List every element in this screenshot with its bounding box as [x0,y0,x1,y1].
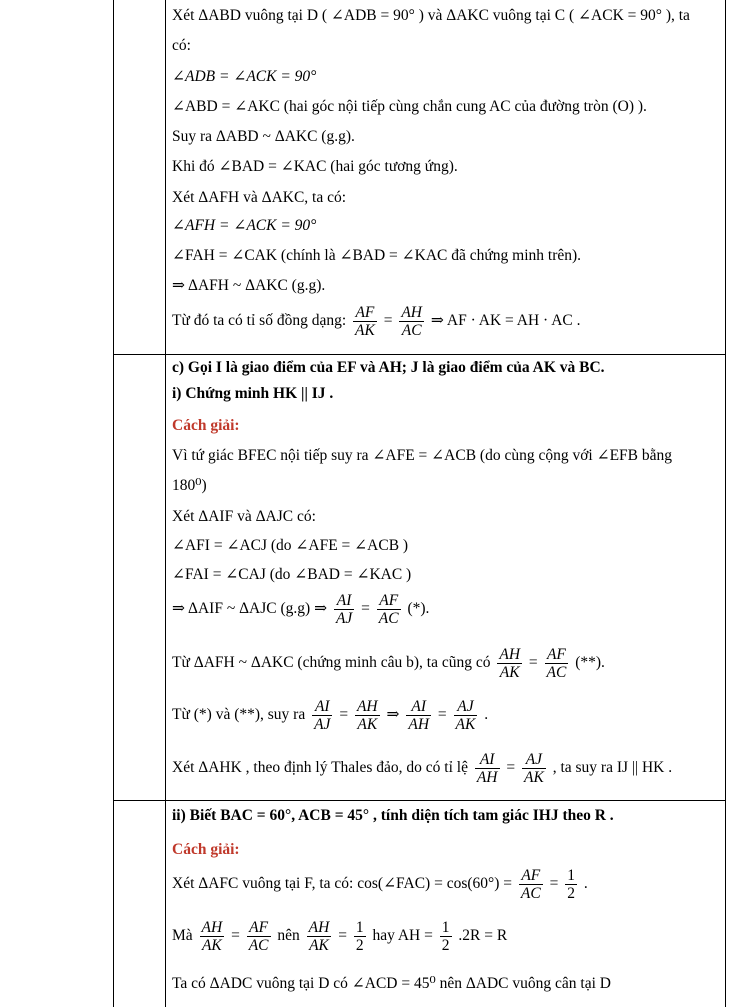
text-line: Xét ΔAIF và ΔAJC có: [172,508,316,525]
equals-sign: = [506,759,516,777]
method-heading: Cách giải: [172,417,240,434]
numerator: 1 [441,919,450,936]
numerator: 1 [567,867,575,884]
ratio-line [172,751,672,786]
text-fragment: (*). [407,600,430,618]
denominator: AJ [314,716,331,733]
equals-sign: = [339,706,349,724]
row-divider-1 [113,354,726,355]
fraction [353,304,377,339]
denominator: AJ [335,610,353,627]
fraction [406,698,431,733]
numerator: AH [201,919,223,936]
table-border-left [113,0,114,1007]
fraction [312,698,332,733]
text-line: Xét ΔAFH và ΔAKC, ta có: [172,189,347,206]
subsection-title: ii) Biết BAC = 60°, ACB = 45° , tính diện tích tam giác IHJ theo R . [172,807,614,824]
denominator: AK [355,322,375,339]
text-line: ∠AFI = ∠ACJ (do ∠AFE = ∠ACB ) [172,537,409,554]
text-fragment: nên [277,927,300,945]
numerator: AF [355,304,375,321]
denominator: AC [546,664,567,681]
denominator: AK [307,936,332,954]
text-line: 180⁰) [172,477,207,494]
text-fragment: . [583,875,588,893]
text-fragment: ⇒ AF · AK = AH · AC . [430,312,581,330]
denominator: AK [355,715,380,733]
text-fragment: Mà [172,927,193,945]
denominator: AK [455,716,476,733]
fraction [454,698,478,733]
text-fragment: (**). [575,654,605,672]
method-heading: Cách giải: [172,841,240,858]
text-line: Khi đó ∠BAD = ∠KAC (hai góc tương ứng). [172,158,458,175]
equals-sign: = [361,600,370,618]
numerator: AI [479,751,495,768]
fraction [354,919,366,954]
fraction [497,646,522,681]
numerator: AH [499,646,521,663]
numerator: AI [314,698,330,715]
equals-sign: = [437,706,447,724]
equals-sign: = [338,927,347,945]
numerator: AF [379,592,399,609]
numerator: 1 [355,919,364,936]
table-border-right [725,0,726,1007]
text-line: ∠FAH = ∠CAK (chính là ∠BAD = ∠KAC đã chứng minh trên). [172,247,582,264]
numerator: AH [401,304,422,321]
fraction [200,919,225,954]
fraction [355,698,380,733]
numerator: AF [249,919,269,936]
text-fragment: Từ ΔAFH ~ ΔAKC (chứng minh câu b), ta cũng có [172,654,491,672]
math-line: ∠AFH = ∠ACK = 90° [172,217,317,234]
denominator: AK [524,769,544,786]
equals-sign: = [383,312,393,330]
fraction [399,304,424,339]
ratio-line [172,304,581,339]
numerator: AJ [525,751,543,768]
fraction [475,751,500,786]
fraction [522,751,546,786]
text-line: Ta có ΔADC vuông tại D có ∠ACD = 45⁰ nên ΔADC vuông cân tại D [172,975,611,992]
fraction [377,592,401,627]
ratio-line [172,867,588,902]
text-fragment: Xét ΔAHK , theo định lý Thales đảo, do có tỉ lệ [172,759,468,777]
text-line: ⇒ ΔAFH ~ ΔAKC (g.g). [172,277,326,294]
text-fragment: .2R = R [458,927,508,945]
denominator: AC [248,937,269,954]
row-divider-2 [113,800,726,801]
text-fragment: Từ (*) và (**), suy ra [172,706,306,724]
text-fragment: ⇒ ΔAIF ~ ΔAJC (g.g) ⇒ [172,600,328,618]
text-line: có: [172,37,191,54]
text-line: Suy ra ΔABD ~ ΔAKC (g.g). [172,128,355,145]
denominator: AC [378,610,399,627]
ratio-line [172,919,507,954]
denominator: AC [399,321,424,339]
ratio-line [172,592,429,627]
text-line: Xét ΔABD vuông tại D ( ∠ADB = 90° ) và ΔAKC vuông tại C ( ∠ACK = 90° ), ta [172,7,690,24]
fraction [545,646,569,681]
text-line: Vì tứ giác BFEC nội tiếp suy ra ∠AFE = ∠ACB (do cùng cộng với ∠EFB bằng [172,447,672,464]
denominator: 2 [441,937,450,954]
denominator: AK [200,936,225,954]
numerator: AH [308,919,330,936]
text-fragment: Xét ΔAFC vuông tại F, ta có: cos(∠FAC) = cos(60°) = [172,875,513,893]
numerator: AI [336,592,352,609]
fraction [307,919,332,954]
numerator: AF [546,646,566,663]
text-fragment: Từ đó ta có tỉ số đồng dạng: [172,312,347,330]
numerator: AH [356,698,378,715]
subsection-title: i) Chứng minh HK || IJ . [172,385,334,402]
text-line: ∠ABD = ∠AKC (hai góc nội tiếp cùng chắn cung AC của đường tròn (O) ). [172,98,647,115]
implies-sign: ⇒ [386,706,400,724]
numerator: AI [411,698,427,715]
denominator: AK [497,663,522,681]
numerator: AF [521,867,541,884]
table-border-middle [165,0,166,1007]
equals-sign: = [231,927,240,945]
text-fragment: , ta suy ra IJ || HK . [552,759,673,777]
fraction [440,919,452,954]
text-fragment: . [484,706,489,724]
equals-sign: = [549,875,559,893]
denominator: AC [520,885,541,902]
math-line: ∠ADB = ∠ACK = 90° [172,68,317,85]
denominator: 2 [567,885,575,902]
fraction [519,867,543,902]
section-title: c) Gọi I là giao điểm của EF và AH; J là giao điểm của AK và BC. [172,359,605,376]
equals-sign: = [528,654,538,672]
text-line: ∠FAI = ∠CAJ (do ∠BAD = ∠KAC ) [172,566,412,583]
denominator: AH [408,716,430,733]
fraction [247,919,271,954]
fraction [334,592,354,627]
denominator: 2 [355,937,364,954]
numerator: AJ [457,698,474,715]
denominator: AH [476,769,498,786]
ratio-line [172,646,605,681]
ratio-line [172,698,488,733]
text-fragment: hay AH = [372,927,433,945]
fraction [565,867,577,902]
